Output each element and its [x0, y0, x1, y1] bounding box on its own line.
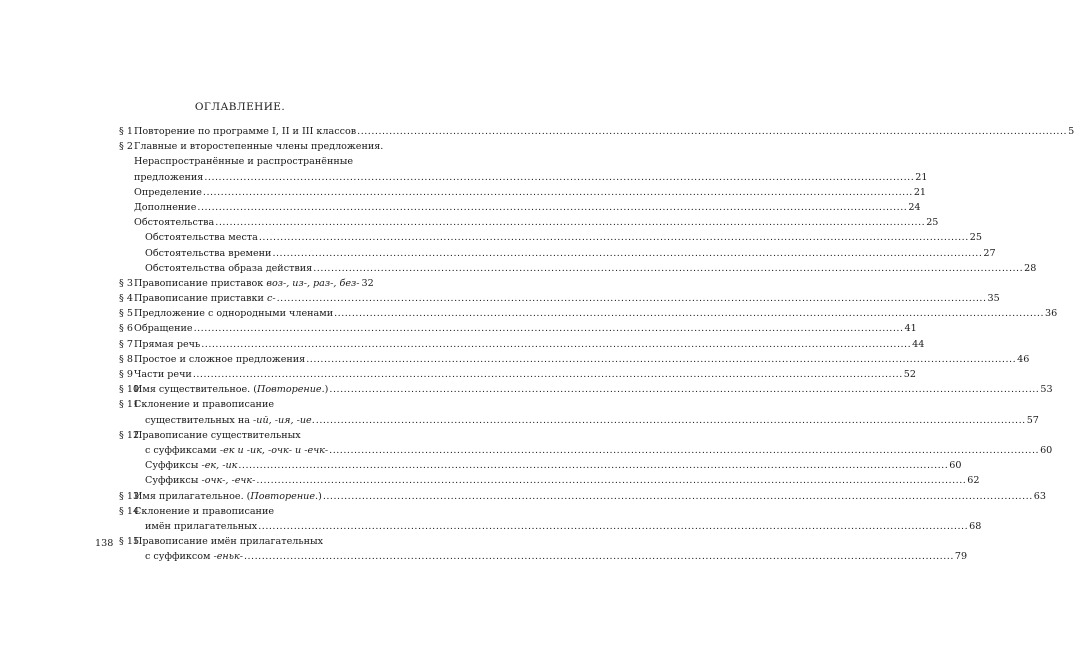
- toc-entry: [0, 170, 928, 185]
- entry-italic-text: Повторение.: [257, 384, 325, 396]
- page-ref: 28: [1024, 262, 1037, 274]
- section-number: § 7: [119, 338, 133, 350]
- toc-entry: [0, 367, 916, 382]
- entry-text: Повторение по программе I, II и III классов: [134, 126, 357, 137]
- dot-leader: ........................................................................................................................................................................................................: [202, 186, 913, 198]
- dot-leader: ........................................................................................................................................................................................................: [276, 293, 987, 305]
- toc-entry: [0, 549, 968, 564]
- entry-text: Обстоятельства времени: [145, 247, 272, 259]
- section-number: § 6: [119, 323, 133, 335]
- entry-text: Нераспространённые и распространённые: [134, 156, 354, 168]
- entry-text: Правописание приставки: [134, 293, 267, 305]
- entry-title: [134, 428, 301, 443]
- dot-leader: ........................................................................................................................................................................................................: [243, 551, 954, 563]
- section-number: § 10: [119, 384, 140, 396]
- section-number: § 13: [119, 490, 140, 502]
- entry-text: Склонение и правописание: [134, 505, 275, 517]
- toc-entry: [0, 534, 480, 549]
- dot-leader: ........................................................................................................................................................................................................: [329, 384, 1040, 396]
- entry-text: ): [318, 490, 322, 502]
- entry-title: [134, 291, 276, 306]
- entry-italic-text: Повторение.: [250, 490, 319, 502]
- entry-text: Имя существительное. (: [134, 384, 258, 396]
- section-number: § 12: [119, 429, 140, 441]
- entry-text: существительных на: [145, 414, 254, 426]
- page-ref: 44: [912, 338, 925, 350]
- page-ref: 27: [983, 247, 996, 259]
- page-ref: 52: [903, 369, 916, 380]
- page-ref: 60: [949, 460, 962, 472]
- entry-italic-text: -очк-, -ечк-: [201, 475, 256, 487]
- entry-text: Правописание приставок: [134, 277, 267, 289]
- entry-text: Правописание существительных: [134, 429, 301, 441]
- entry-text: Суффиксы: [145, 475, 202, 487]
- section-number: § 11: [119, 399, 140, 411]
- entry-text: предложения: [134, 171, 204, 183]
- toc-entry: [0, 428, 480, 443]
- page-ref: 57: [1026, 414, 1039, 426]
- entry-text: Определение: [134, 186, 202, 198]
- entry-italic-text: воз-, из-, раз-, без-: [266, 277, 360, 289]
- toc-entry: [0, 185, 927, 200]
- section-number: § 4: [119, 293, 133, 305]
- entry-italic-text: -ий, -ия, -ие.: [253, 414, 315, 426]
- entry-title: [134, 200, 196, 215]
- entry-text: с суффиксами: [145, 444, 220, 456]
- section-number: § 14: [119, 505, 140, 517]
- section-number: § 15: [119, 536, 140, 548]
- entry-text: Предложение с однородными членами: [134, 308, 334, 320]
- entry-title: [145, 458, 237, 473]
- entry-text: Имя прилагательное. (: [134, 490, 251, 502]
- entry-italic-text: -еньк-: [213, 551, 243, 563]
- section-number: § 8: [119, 353, 133, 365]
- page-ref: 62: [967, 475, 980, 487]
- toc-entry: [0, 321, 917, 336]
- entry-title: [134, 276, 360, 291]
- page-ref: 24: [908, 201, 921, 213]
- page-ref: 46: [1017, 353, 1030, 365]
- page-ref: 32: [361, 277, 374, 289]
- entry-text: Правописание имён прилагательных: [134, 536, 324, 548]
- dot-leader: ........................................................................................................................................................................................................: [272, 247, 983, 259]
- entry-text: Суффиксы: [145, 460, 202, 472]
- toc-entry: [0, 519, 982, 534]
- entry-title: [145, 261, 312, 276]
- toc-list: [0, 124, 1074, 564]
- dot-leader: ........................................................................................................................................................................................................: [238, 460, 949, 472]
- page-ref: 60: [1040, 444, 1053, 456]
- entry-title: [134, 397, 274, 412]
- page-ref: 25: [969, 232, 982, 244]
- entry-title: [134, 306, 333, 321]
- page-ref: 21: [913, 186, 927, 198]
- page-ref: 63: [1033, 490, 1046, 502]
- toc-title: ОГЛАВЛЕНИЕ.: [194, 101, 286, 113]
- toc-entry: [0, 200, 921, 215]
- toc-entry: [0, 261, 1037, 276]
- toc-entry: [0, 230, 982, 245]
- toc-entry: [0, 458, 962, 473]
- toc-entry: [0, 124, 1074, 139]
- toc-entry: [0, 489, 1046, 504]
- dot-leader: ........................................................................................................................................................................................................: [334, 308, 1045, 320]
- entry-title: [145, 519, 257, 534]
- dot-leader: ........................................................................................................................................................................................................: [201, 338, 912, 350]
- dot-leader: ........................................................................................................................................................................................................: [256, 475, 967, 487]
- entry-text: Склонение и правописание: [134, 399, 275, 411]
- toc-entry: [0, 382, 1053, 397]
- entry-title: [145, 473, 255, 488]
- dot-leader: ........................................................................................................................................................................................................: [322, 490, 1033, 502]
- page-ref: 68: [969, 520, 982, 532]
- entry-text: Главные и второстепенные члены предложения.: [134, 141, 384, 153]
- page-number: 138: [95, 538, 114, 549]
- toc-entry: [0, 352, 1030, 367]
- toc-entry: [0, 215, 939, 230]
- entry-text: Обращение: [134, 323, 193, 335]
- entry-text: ): [324, 384, 329, 396]
- entry-title: [134, 367, 192, 382]
- page-ref: 53: [1040, 384, 1053, 396]
- entry-title: [134, 382, 328, 397]
- entry-text: Прямая речь: [134, 338, 201, 350]
- toc-entry: [0, 443, 1053, 458]
- toc-entry: [0, 154, 480, 169]
- page-ref: 35: [987, 293, 1000, 305]
- toc-entry: [0, 504, 480, 519]
- toc-entry: [0, 337, 925, 352]
- entry-text: Обстоятельства образа действия: [145, 262, 313, 274]
- section-number: § 5: [119, 308, 133, 320]
- toc-entry: [0, 306, 1058, 321]
- dot-leader: ........................................................................................................................................................................................................: [192, 369, 903, 380]
- entry-title: [134, 124, 356, 139]
- section-number: § 9: [119, 369, 133, 380]
- page-ref: 5: [1068, 126, 1074, 137]
- entry-text: Обстоятельства: [134, 217, 215, 229]
- entry-title: [134, 352, 305, 367]
- toc-entry: [0, 291, 1000, 306]
- dot-leader: ........................................................................................................................................................................................................: [197, 201, 908, 213]
- toc-entry: [0, 473, 980, 488]
- entry-title: [134, 139, 383, 154]
- section-number: § 2: [119, 141, 133, 153]
- page-ref: 21: [915, 171, 928, 183]
- page-ref: 25: [926, 217, 939, 229]
- dot-leader: ........................................................................................................................................................................................................: [315, 414, 1026, 426]
- toc-entry: [0, 246, 996, 261]
- section-number: § 1: [119, 126, 133, 137]
- page-ref: 36: [1045, 308, 1058, 320]
- dot-leader: ........................................................................................................................................................................................................: [204, 171, 915, 183]
- entry-title: [134, 534, 323, 549]
- toc-entry: [0, 397, 480, 412]
- page-ref: 79: [954, 551, 968, 563]
- toc-entry: [0, 276, 480, 291]
- entry-title: [145, 549, 243, 564]
- entry-title: [134, 489, 322, 504]
- entry-title: [145, 443, 328, 458]
- dot-leader: ........................................................................................................................................................................................................: [306, 353, 1017, 365]
- entry-title: [145, 230, 258, 245]
- dot-leader: ........................................................................................................................................................................................................: [193, 323, 904, 335]
- entry-text: с суффиксом: [145, 551, 214, 563]
- entry-text: Обстоятельства места: [145, 232, 258, 244]
- dot-leader: ........................................................................................................................................................................................................: [215, 217, 926, 229]
- toc-entry: [0, 139, 480, 154]
- entry-title: [134, 215, 214, 230]
- page-ref: 41: [904, 323, 917, 335]
- entry-title: [134, 185, 202, 200]
- dot-leader: ........................................................................................................................................................................................................: [357, 126, 1068, 137]
- entry-title: [134, 337, 200, 352]
- entry-title: [134, 321, 193, 336]
- entry-text: имён прилагательных: [145, 520, 258, 532]
- entry-italic-text: -ек и -ик, -очк- и -ечк-: [219, 444, 329, 456]
- entry-italic-text: с-: [266, 293, 276, 305]
- entry-title: [134, 504, 274, 519]
- entry-title: [145, 413, 315, 428]
- entry-text: Простое и сложное предложения: [134, 353, 306, 365]
- toc-entry: [0, 413, 1039, 428]
- entry-title: [145, 246, 271, 261]
- entry-title: [134, 170, 203, 185]
- dot-leader: ........................................................................................................................................................................................................: [258, 232, 969, 244]
- entry-text: Дополнение: [134, 201, 197, 213]
- entry-italic-text: -ек, -ик: [201, 460, 238, 472]
- dot-leader: ........................................................................................................................................................................................................: [258, 520, 969, 532]
- entry-title: [134, 154, 353, 169]
- dot-leader: ........................................................................................................................................................................................................: [313, 262, 1024, 274]
- dot-leader: ........................................................................................................................................................................................................: [329, 444, 1040, 456]
- section-number: § 3: [119, 277, 133, 289]
- entry-text: Части речи: [134, 369, 192, 380]
